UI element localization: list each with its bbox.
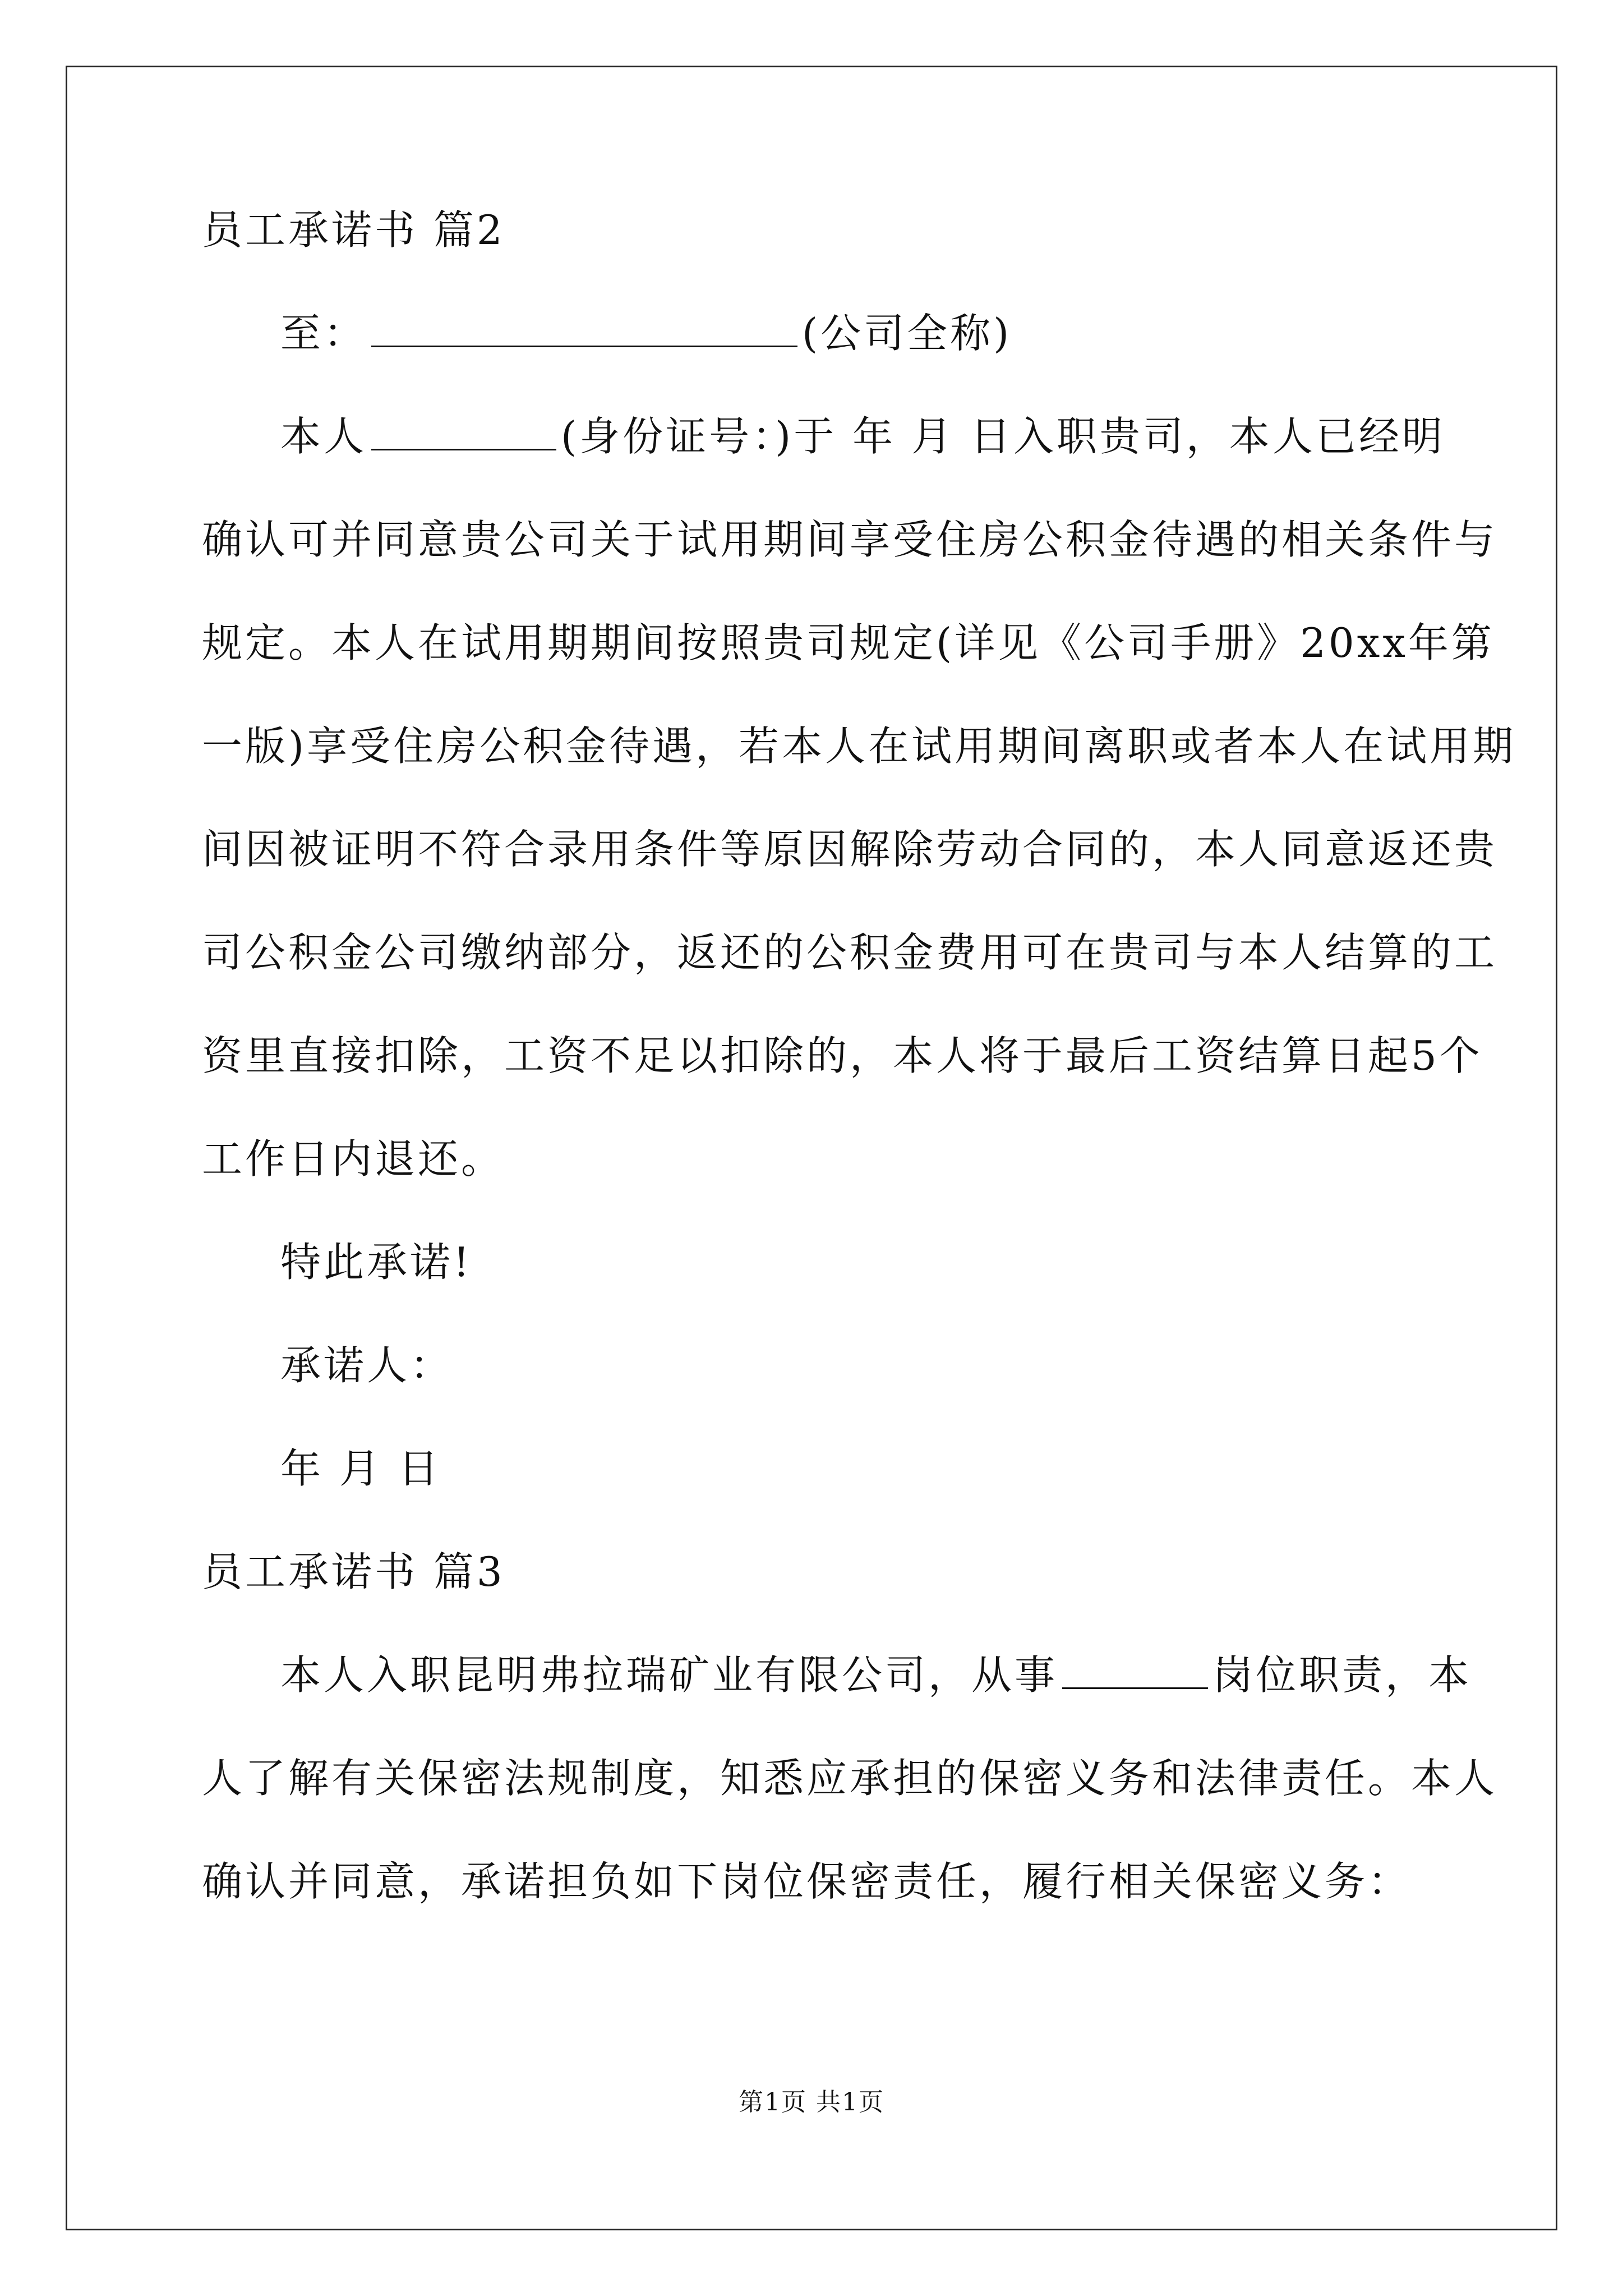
body-line-4: 一版)享受住房公积金待遇，若本人在试用期间离职或者本人在试用期 — [202, 723, 1516, 770]
body-line-1-text: (身份证号：)于 年 月 日入职贵司，本人已经明 — [561, 413, 1445, 460]
position-blank[interactable] — [1062, 1650, 1208, 1689]
section3-heading: 员工承诺书 篇3 — [202, 1548, 505, 1595]
page-number: 第1页 共1页 — [739, 2088, 884, 2116]
section3-line-3: 确认并同意，承诺担负如下岗位保密责任，履行相关保密义务： — [202, 1858, 1412, 1905]
company-name-blank[interactable] — [371, 309, 797, 347]
body-start: 本人 — [280, 413, 367, 460]
closing-text: 特此承诺! — [280, 1239, 472, 1286]
date-line: 年 月 日 — [280, 1445, 441, 1492]
section3-line-1 — [280, 1648, 1472, 1702]
addressee-label: 至： — [280, 310, 367, 357]
body-line-3: 规定。本人在试用期期间按照贵司规定(详见《公司手册》20xx年第 — [202, 619, 1495, 666]
employee-name-blank[interactable] — [371, 412, 556, 450]
addressee-suffix: (公司全称) — [802, 310, 1012, 357]
body-line-7: 资里直接扣除，工资不足以扣除的，本人将于最后工资结算日起5个 — [202, 1032, 1483, 1079]
section2-heading: 员工承诺书 篇2 — [202, 206, 505, 254]
signer-label: 承诺人： — [280, 1342, 454, 1389]
body-line-8: 工作日内退还。 — [202, 1135, 505, 1182]
section3-line-2: 人了解有关保密法规制度，知悉应承担的保密义务和法律责任。本人 — [202, 1755, 1498, 1802]
section3-line-1-start: 本人入职昆明弗拉瑞矿业有限公司，从事 — [280, 1651, 1058, 1699]
addressee-line — [280, 306, 1424, 360]
body-line-6: 司公积金公司缴纳部分，返还的公积金费用可在贵司与本人结算的工 — [202, 929, 1498, 976]
body-line-1 — [280, 409, 1445, 463]
body-line-2: 确认可并同意贵公司关于试用期间享受住房公积金待遇的相关条件与 — [202, 516, 1498, 563]
body-line-5: 间因被证明不符合录用条件等原因解除劳动合同的，本人同意返还贵 — [202, 826, 1498, 873]
section3-line-1-end: 岗位职责，本 — [1212, 1651, 1472, 1699]
